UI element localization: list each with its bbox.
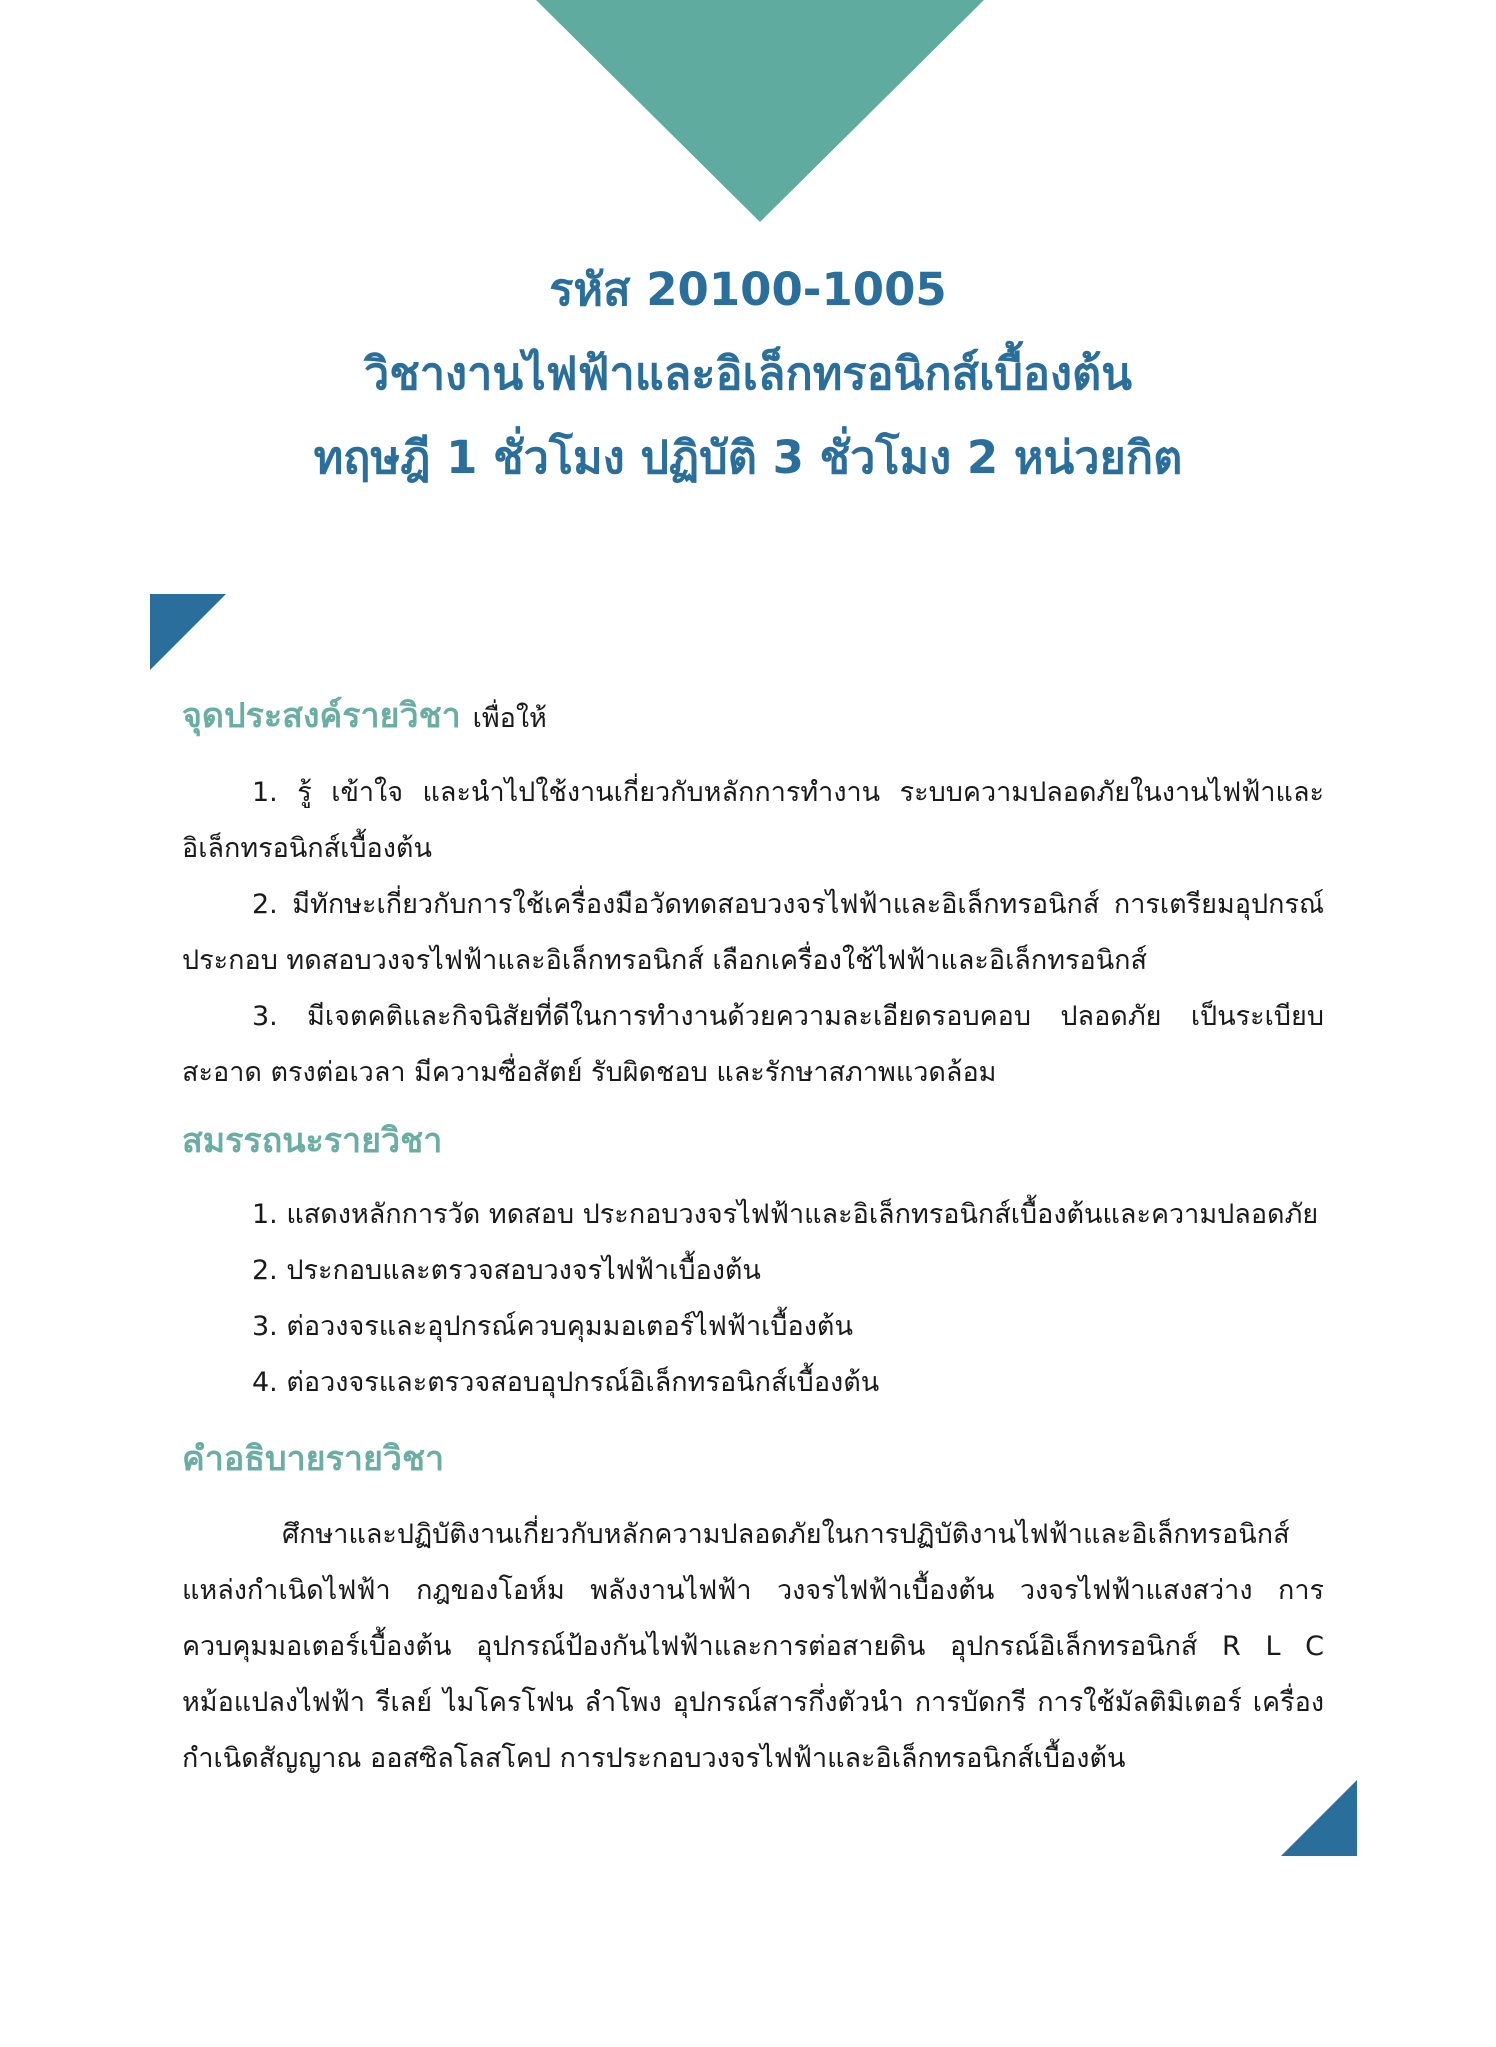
description-section [182, 1433, 1324, 1787]
course-hours: ทฤษฎี 1 ชั่วโมง ปฏิบัติ 3 ชั่วโมง 2 หน่วยกิต [313, 431, 1183, 484]
course-header [0, 248, 1496, 500]
objectives-list [182, 765, 1324, 1101]
competency-item: 3. ต่อวงจรและอุปกรณ์ควบคุมมอเตอร์ไฟฟ้าเบื้องต้น [252, 1311, 853, 1342]
objective-item: 3. มีเจตคติและกิจนิสัยที่ดีในการทำงานด้วยความละเอียดรอบคอบ ปลอดภัย เป็นระเบียบ สะอาด ตรงต่อเวลา มีความซื่อสัตย์ รับผิดชอบ และรักษาสภาพแวดล้อม [182, 1001, 1324, 1088]
competency-item: 2. ประกอบและตรวจสอบวงจรไฟฟ้าเบื้องต้น [252, 1255, 761, 1286]
objectives-heading [182, 690, 1324, 745]
competencies-list [182, 1187, 1324, 1411]
competencies-section [182, 1115, 1324, 1411]
objectives-section [182, 690, 1324, 1101]
description-text: ศึกษาและปฏิบัติงานเกี่ยวกับหลักความปลอดภัยในการปฏิบัติงานไฟฟ้าและอิเล็กทรอนิกส์ แหล่งกำเนิดไฟฟ้า กฎของโอห์ม พลังงานไฟฟ้า วงจรไฟฟ้าเบื้องต้น วงจรไฟฟ้าแสงสว่าง การควบคุมมอเตอร์เบื้องต้น อุปกรณ์ป้องกันไฟฟ้าและการต่อสายดิน อุปกรณ์อิเล็กทรอนิกส์ R L C หม้อแปลงไฟฟ้า รีเลย์ ไมโครโฟน ลำโพง อุปกรณ์สารกึ่งตัวนำ การบัดกรี การใช้มัลติมิเตอร์ เครื่องกำเนิดสัญญาณ ออสซิลโลสโคป การประกอบวงจรไฟฟ้าและอิเล็กทรอนิกส์เบื้องต้น [182, 1519, 1324, 1774]
top-left-corner-triangle [150, 594, 226, 670]
objective-item: 1. รู้ เข้าใจ และนำไปใช้งานเกี่ยวกับหลักการทำงาน ระบบความปลอดภัยในงานไฟฟ้าและอิเล็กทรอนิกส์เบื้องต้น [182, 777, 1324, 864]
course-name: วิชางานไฟฟ้าและอิเล็กทรอนิกส์เบื้องต้น [364, 347, 1132, 400]
competency-item: 1. แสดงหลักการวัด ทดสอบ ประกอบวงจรไฟฟ้าและอิเล็กทรอนิกส์เบื้องต้นและความปลอดภัย [252, 1199, 1319, 1230]
course-code: รหัส 20100-1005 [549, 263, 947, 316]
objective-item: 2. มีทักษะเกี่ยวกับการใช้เครื่องมือวัดทดสอบวงจรไฟฟ้าและอิเล็กทรอนิกส์ การเตรียมอุปกรณ์ประกอบ ทดสอบวงจรไฟฟ้าและอิเล็กทรอนิกส์ เลือกเครื่องใช้ไฟฟ้าและอิเล็กทรอนิกส์ [182, 889, 1324, 976]
description-heading: คำอธิบายรายวิชา [182, 1439, 445, 1479]
objectives-heading-text: จุดประสงค์รายวิชา [182, 696, 461, 736]
course-content [182, 690, 1324, 1787]
competency-item: 4. ต่อวงจรและตรวจสอบอุปกรณ์อิเล็กทรอนิกส์เบื้องต้น [252, 1367, 880, 1398]
top-teal-triangle [536, 0, 984, 222]
bottom-right-corner-triangle [1281, 1780, 1357, 1856]
competencies-heading: สมรรถนะรายวิชา [182, 1121, 443, 1161]
objectives-heading-suffix: เพื่อให้ [472, 703, 547, 734]
